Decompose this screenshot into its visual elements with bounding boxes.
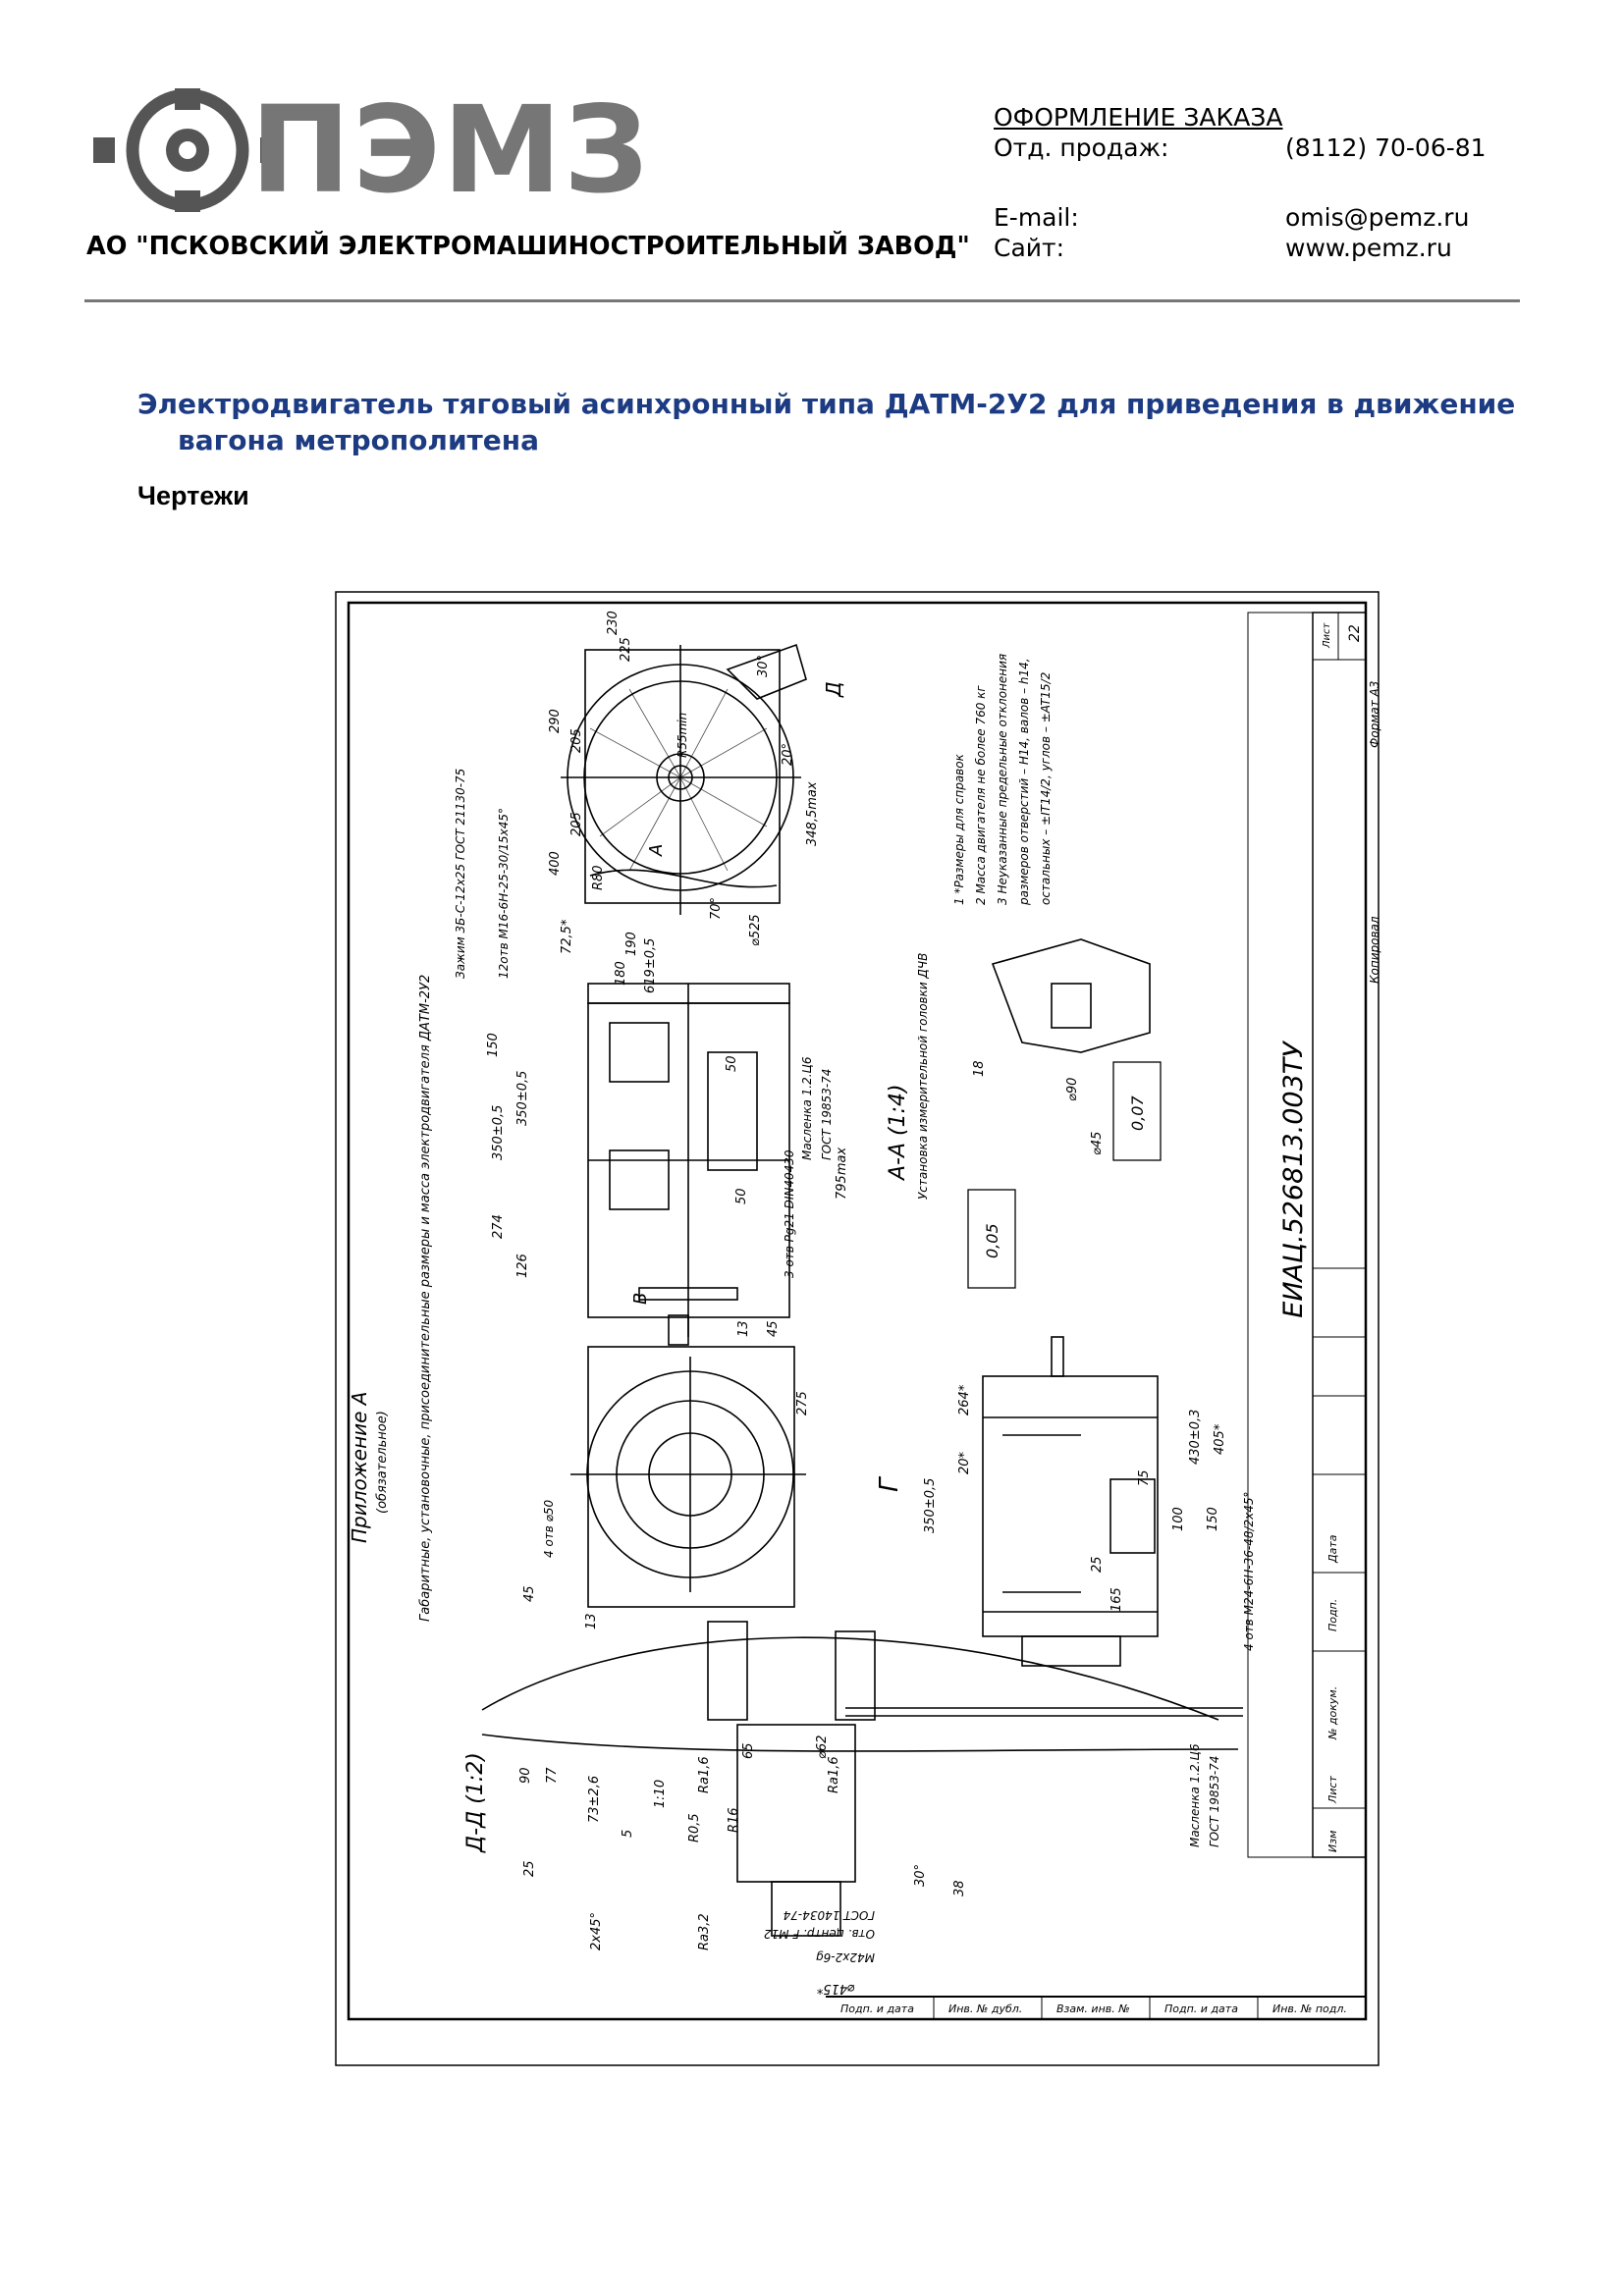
side-col-0: Инв. № подл. <box>1272 2002 1347 2015</box>
note-3: 3 Неуказанные предельные отклонения <box>996 653 1009 905</box>
dim: 50 <box>734 1188 749 1204</box>
dim: 73±2,6 <box>587 1775 602 1823</box>
dimension-labels <box>486 611 1227 1996</box>
dim: ⌀62 <box>815 1735 830 1759</box>
dim: 230 <box>606 611 621 635</box>
dim: 405* <box>1213 1423 1227 1455</box>
dim: ⌀525 <box>748 914 763 946</box>
section-aa-title: А-А (1:4) <box>886 1084 910 1180</box>
clamp-note: Зажим 3Б-С-12х25 ГОСТ 21130-75 <box>454 768 467 979</box>
logo-wordmark: ПЭМЗ <box>250 80 651 220</box>
dim: 18 <box>972 1060 987 1077</box>
dim: 205 <box>569 812 584 836</box>
center-hole-note: Отв. центр. F M12 <box>763 1927 875 1941</box>
dim: 290 <box>548 709 563 733</box>
dim: 38 <box>952 1880 967 1896</box>
title-col-4: Дата <box>1326 1534 1339 1563</box>
dim: 25 <box>522 1860 537 1877</box>
dim: 30° <box>756 654 771 677</box>
sheet-number: 22 <box>1347 624 1363 642</box>
side-col-4: Подп. и дата <box>840 2002 914 2015</box>
dim: Ra1,6 <box>827 1756 841 1793</box>
dim: 165 <box>1109 1587 1124 1612</box>
dim: 150 <box>1206 1507 1220 1531</box>
appendix-note: (обязательное) <box>375 1411 390 1514</box>
letter-a: А <box>646 843 667 856</box>
dim: 190 <box>624 932 639 956</box>
dim: ⌀90 <box>1065 1077 1080 1101</box>
oiler-2-note: Масленка 1.2.Ц6 <box>1188 1743 1202 1847</box>
dim: 30° <box>913 1863 928 1887</box>
dim: 348,5max <box>805 781 820 846</box>
note-1: 1 *Размеры для справок <box>952 754 966 905</box>
dim: 430±0,3 <box>1188 1409 1203 1465</box>
note-4: размеров отверстий – Н14, валов – h14, <box>1017 658 1031 905</box>
dim: 205 <box>569 728 584 753</box>
dim: R80 <box>591 865 606 890</box>
email-link[interactable]: omis@pemz.ru <box>1285 203 1470 232</box>
header-divider <box>84 299 1520 302</box>
dim: 225 <box>619 637 633 662</box>
section-aa-note: Установка измерительной головки ДЧВ <box>916 952 930 1200</box>
dim: R16 <box>727 1807 741 1833</box>
dim: Ra1,6 <box>697 1756 712 1793</box>
title-col-1: Лист <box>1326 1776 1339 1803</box>
center-hole-gost: ГОСТ 14034-74 <box>783 1908 875 1922</box>
dim: 70° <box>709 896 724 920</box>
tolerance-2: 0,07 <box>1128 1095 1147 1131</box>
holes-pg-note: 3 отв Pg21 DIN40430 <box>783 1149 796 1278</box>
dim: 13 <box>736 1320 751 1337</box>
order-contacts <box>994 102 1543 263</box>
dim: 65 <box>741 1742 756 1759</box>
title-col-2: № докум. <box>1326 1685 1339 1739</box>
title-col-0: Изм <box>1326 1830 1339 1852</box>
appendix-desc: Габаритные, установочные, присоединительные размеры и масса электродвигателя ДАТМ-2У2 <box>418 974 433 1622</box>
drawing-code: ЕИАЦ.526813.003ТУ <box>1278 1041 1309 1318</box>
contacts-heading: ОФОРМЛЕНИЕ ЗАКАЗА <box>994 103 1283 132</box>
holes-4-note: 4 отв ⌀50 <box>542 1499 556 1558</box>
dim: 50 <box>725 1055 739 1072</box>
email-label: E-mail: <box>994 203 1079 232</box>
dim: 20° <box>781 742 795 766</box>
drawing-copied: Копировал <box>1368 916 1381 984</box>
dim: 264* <box>957 1384 972 1415</box>
note-2: 2 Масса двигателя не более 760 кг <box>974 685 988 905</box>
side-col-2: Взам. инв. № <box>1056 2002 1130 2015</box>
dim: 90 <box>518 1767 533 1784</box>
dim: 72,5* <box>560 919 574 954</box>
dim: 400 <box>548 851 563 876</box>
dim: 77 <box>545 1767 560 1784</box>
drawing-format: Формат А3 <box>1368 680 1381 748</box>
technical-drawing <box>335 591 1380 2066</box>
dim: 100 <box>1171 1507 1186 1531</box>
note-5: остальных – ±IT14/2, углов – ±AT15/2 <box>1039 671 1053 905</box>
side-col-3: Инв. № дубл. <box>948 2002 1023 2015</box>
bolts-note: 12отв М16-6Н-25-30/15х45° <box>497 808 511 979</box>
dim: 2х45° <box>589 1911 604 1950</box>
oiler-2-gost: ГОСТ 19853-74 <box>1208 1755 1221 1847</box>
site-link[interactable]: www.pemz.ru <box>1285 234 1452 262</box>
dim: 45 <box>766 1320 781 1337</box>
dim: 150 <box>486 1033 501 1057</box>
dim: 5 <box>621 1829 635 1838</box>
title-col-3: Подп. <box>1326 1598 1339 1631</box>
tolerance-1: 0,05 <box>983 1223 1001 1258</box>
dim: 45 <box>522 1585 537 1602</box>
sales-label: Отд. продаж: <box>994 133 1169 162</box>
company-name: АО "ПСКОВСКИЙ ЭЛЕКТРОМАШИНОСТРОИТЕЛЬНЫЙ ЗАВОД" <box>86 232 970 261</box>
dim: Ra3,2 <box>697 1913 712 1950</box>
oiler-1-gost: ГОСТ 19853-74 <box>820 1068 834 1160</box>
appendix-title: Приложение А <box>348 1391 371 1543</box>
dim: 350±0,5 <box>515 1070 530 1126</box>
dim: 75 <box>1137 1469 1152 1486</box>
dim: 350±0,5 <box>491 1104 506 1160</box>
thread-note: М42х2-6g <box>816 1950 875 1964</box>
dim: 275 <box>795 1391 810 1415</box>
title-line-2: вагона метрополитена <box>178 424 540 456</box>
section-dd-title: Д-Д (1:2) <box>463 1752 488 1852</box>
view-g-label: Г <box>875 1477 904 1492</box>
letter-d: Д <box>822 681 845 697</box>
site-label: Сайт: <box>994 234 1065 262</box>
dim: 13 <box>584 1613 599 1629</box>
dim: 126 <box>515 1254 530 1278</box>
holes-m24-note: 4 отв М24-6Н-36-48/2х45° <box>1242 1491 1256 1651</box>
dim: 180 <box>614 961 628 986</box>
title-line-1: Электродвигатель тяговый асинхронный типа ДАТМ-2У2 для приведения в движение <box>137 388 1516 420</box>
dim: 619±0,5 <box>643 937 658 993</box>
dim: R0,5 <box>687 1813 702 1842</box>
dim: R55min <box>676 712 689 758</box>
document-title <box>137 386 1532 458</box>
dim: 795max <box>835 1147 849 1200</box>
dim: 25 <box>1090 1556 1105 1573</box>
oiler-1-note: Масленка 1.2.Ц6 <box>800 1056 814 1160</box>
dim: ⌀45 <box>1090 1131 1105 1155</box>
dim: 350±0,5 <box>923 1477 938 1533</box>
side-col-1: Подп. и дата <box>1164 2002 1238 2015</box>
sales-phone[interactable]: (8112) 70-06-81 <box>1285 133 1487 162</box>
dim: 274 <box>491 1214 506 1239</box>
document-subtitle: Чертежи <box>137 481 249 510</box>
dim: ⌀415* <box>816 1981 855 1996</box>
dim: 1:10 <box>653 1779 668 1808</box>
letter-b: В <box>630 1292 651 1305</box>
dim: 20* <box>957 1451 972 1474</box>
sheet-label: Лист <box>1322 622 1332 648</box>
